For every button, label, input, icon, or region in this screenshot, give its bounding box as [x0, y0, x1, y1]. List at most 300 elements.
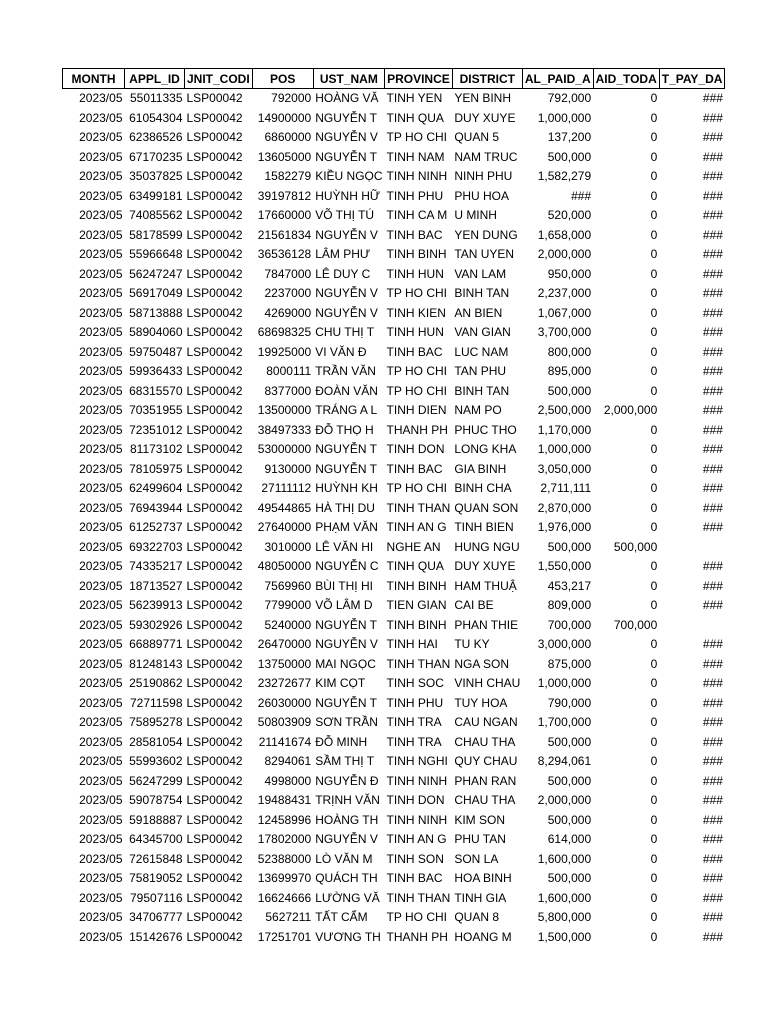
cell-pos[interactable]: 13750000: [257, 656, 312, 671]
cell-cust-name[interactable]: NGUYỄN T: [315, 695, 377, 710]
cell-appl-id[interactable]: 81173102: [130, 442, 183, 456]
cell-district[interactable]: TINH BIEN: [454, 520, 514, 534]
cell-cust-name[interactable]: VÕ THỊ TÚ: [315, 208, 375, 222]
cell-district[interactable]: TUY HOA: [454, 695, 508, 710]
cell-unit-code[interactable]: LSP00042: [186, 793, 243, 807]
cell-total-paid[interactable]: 1,500,000: [537, 929, 592, 944]
cell-unit-code[interactable]: LSP00042: [186, 169, 243, 183]
cell-last-pay-date[interactable]: ###: [702, 442, 723, 456]
cell-unit-code[interactable]: LSP00042: [186, 656, 243, 671]
cell-month[interactable]: 2023/05: [79, 910, 123, 924]
cell-month[interactable]: 2023/05: [79, 91, 123, 105]
cell-last-pay-date[interactable]: ###: [702, 325, 723, 339]
cell-unit-code[interactable]: LSP00042: [186, 325, 243, 339]
cell-paid-today[interactable]: 0: [650, 734, 658, 749]
cell-last-pay-date[interactable]: ###: [702, 598, 723, 612]
cell-paid-today[interactable]: 0: [650, 715, 658, 729]
cell-month[interactable]: 2023/05: [79, 539, 123, 554]
cell-province[interactable]: TINH NAM: [386, 149, 445, 164]
cell-unit-code[interactable]: LSP00042: [186, 676, 243, 690]
cell-total-paid[interactable]: 500,000: [547, 539, 592, 554]
cell-cust-name[interactable]: CHU THỊ T: [315, 325, 375, 339]
cell-province[interactable]: TINH QUA: [386, 110, 444, 125]
cell-province[interactable]: TINH HUN: [386, 325, 444, 339]
cell-appl-id[interactable]: 61054304: [129, 110, 183, 125]
cell-district[interactable]: HUNG NGU: [454, 539, 520, 554]
cell-district[interactable]: PHU TAN: [454, 832, 506, 846]
cell-last-pay-date[interactable]: ###: [702, 188, 723, 203]
cell-appl-id[interactable]: 59302926: [129, 617, 183, 632]
cell-last-pay-date[interactable]: ###: [702, 110, 723, 125]
cell-total-paid[interactable]: 800,000: [547, 344, 592, 359]
cell-month[interactable]: 2023/05: [79, 598, 123, 612]
cell-cust-name[interactable]: TẤT CẨM: [315, 910, 368, 924]
cell-paid-today[interactable]: 500,000: [613, 539, 658, 554]
col-header-last-pay-date[interactable]: T_PAY_DA: [659, 69, 725, 89]
cell-last-pay-date[interactable]: ###: [702, 91, 723, 105]
cell-appl-id[interactable]: 62386526: [129, 130, 183, 144]
cell-unit-code[interactable]: LSP00042: [186, 617, 243, 632]
cell-province[interactable]: TP HO CHI: [386, 383, 447, 398]
cell-pos[interactable]: 38497333: [257, 422, 312, 437]
cell-province[interactable]: THANH PH: [386, 929, 448, 944]
cell-appl-id[interactable]: 72351012: [129, 422, 183, 437]
cell-pos[interactable]: 27111112: [261, 481, 312, 495]
cell-province[interactable]: NGHE AN: [386, 539, 441, 554]
cell-appl-id[interactable]: 56247299: [129, 773, 183, 788]
cell-last-pay-date[interactable]: ###: [702, 910, 723, 924]
cell-last-pay-date[interactable]: ###: [702, 890, 723, 905]
cell-district[interactable]: CHAU THA: [454, 793, 516, 807]
cell-month[interactable]: 2023/05: [79, 617, 123, 632]
cell-unit-code[interactable]: LSP00042: [186, 598, 243, 612]
cell-cust-name[interactable]: NGUYỄN V: [315, 832, 378, 846]
cell-appl-id[interactable]: 69322703: [129, 539, 183, 554]
cell-last-pay-date[interactable]: ###: [702, 208, 723, 222]
cell-cust-name[interactable]: LÂM PHƯ: [315, 247, 371, 261]
cell-pos[interactable]: 36536128: [257, 247, 312, 261]
cell-appl-id[interactable]: 72615848: [129, 851, 183, 866]
col-header-district[interactable]: DISTRICT: [452, 69, 522, 89]
cell-unit-code[interactable]: LSP00042: [186, 871, 243, 885]
cell-appl-id[interactable]: 18713527: [129, 578, 183, 593]
cell-pos[interactable]: 5240000: [264, 617, 312, 632]
cell-pos[interactable]: 21141674: [258, 734, 312, 749]
cell-total-paid[interactable]: 700,000: [547, 617, 592, 632]
cell-total-paid[interactable]: 614,000: [547, 832, 592, 846]
cell-pos[interactable]: 26470000: [257, 637, 312, 651]
cell-last-pay-date[interactable]: ###: [702, 383, 723, 398]
cell-province[interactable]: TINH DON: [386, 793, 445, 807]
cell-province[interactable]: TINH BAC: [386, 344, 443, 359]
cell-paid-today[interactable]: 0: [650, 656, 658, 671]
cell-month[interactable]: 2023/05: [79, 812, 123, 827]
cell-district[interactable]: LUC NAM: [454, 344, 509, 359]
cell-month[interactable]: 2023/05: [79, 656, 123, 671]
cell-paid-today[interactable]: 0: [650, 149, 658, 164]
cell-pos[interactable]: 13699970: [257, 871, 312, 885]
cell-pos[interactable]: 1582279: [264, 169, 312, 183]
cell-appl-id[interactable]: 56239913: [129, 598, 183, 612]
cell-month[interactable]: 2023/05: [79, 110, 123, 125]
cell-total-paid[interactable]: 2,000,000: [537, 247, 592, 261]
cell-province[interactable]: TINH YEN: [386, 91, 443, 105]
cell-pos[interactable]: 9130000: [264, 461, 312, 476]
cell-province[interactable]: TINH THAN: [386, 656, 451, 671]
cell-unit-code[interactable]: LSP00042: [186, 188, 243, 203]
cell-district[interactable]: TU KY: [454, 637, 490, 651]
cell-paid-today[interactable]: 0: [650, 169, 658, 183]
cell-province[interactable]: TINH DON: [386, 442, 445, 456]
cell-appl-id[interactable]: 76943944: [129, 500, 183, 515]
cell-unit-code[interactable]: LSP00042: [186, 344, 243, 359]
cell-cust-name[interactable]: ĐỖ THỌ H: [315, 422, 374, 437]
cell-cust-name[interactable]: QUÁCH TH: [315, 871, 378, 885]
cell-appl-id[interactable]: 35037825: [129, 169, 183, 183]
cell-province[interactable]: TINH BAC: [386, 871, 443, 885]
cell-appl-id[interactable]: 56917049: [129, 286, 183, 300]
cell-province[interactable]: THANH PH: [386, 422, 448, 437]
cell-province[interactable]: TINH PHU: [386, 695, 444, 710]
cell-cust-name[interactable]: NGUYỄN T: [315, 149, 377, 164]
cell-cust-name[interactable]: NGUYỄN V: [315, 305, 378, 320]
cell-last-pay-date[interactable]: ###: [702, 578, 723, 593]
cell-paid-today[interactable]: 0: [650, 832, 658, 846]
cell-appl-id[interactable]: 75895278: [129, 715, 183, 729]
cell-pos[interactable]: 8377000: [264, 383, 312, 398]
cell-total-paid[interactable]: 950,000: [547, 266, 592, 281]
cell-district[interactable]: NINH PHU: [454, 169, 513, 183]
cell-district[interactable]: NGA SON: [454, 656, 509, 671]
cell-last-pay-date[interactable]: ###: [702, 695, 723, 710]
cell-last-pay-date[interactable]: ###: [702, 773, 723, 788]
cell-pos[interactable]: 4269000: [264, 305, 312, 320]
cell-unit-code[interactable]: LSP00042: [186, 695, 243, 710]
cell-district[interactable]: TINH GIA: [454, 890, 507, 905]
cell-province[interactable]: TINH SON: [386, 851, 444, 866]
cell-province[interactable]: TINH SOC: [386, 676, 444, 690]
cell-appl-id[interactable]: 55011335: [130, 91, 183, 105]
cell-cust-name[interactable]: HOÀNG TH: [315, 812, 379, 827]
cell-last-pay-date[interactable]: ###: [702, 422, 723, 437]
cell-appl-id[interactable]: 25190862: [129, 676, 183, 690]
cell-cust-name[interactable]: NGUYỄN Đ: [315, 773, 379, 788]
cell-last-pay-date[interactable]: ###: [702, 169, 723, 183]
cell-district[interactable]: CAU NGAN: [454, 715, 518, 729]
cell-total-paid[interactable]: 500,000: [547, 773, 592, 788]
cell-last-pay-date[interactable]: ###: [702, 715, 723, 729]
cell-total-paid[interactable]: 3,700,000: [537, 325, 592, 339]
cell-unit-code[interactable]: LSP00042: [186, 266, 243, 281]
cell-pos[interactable]: 6860000: [264, 130, 312, 144]
cell-paid-today[interactable]: 0: [650, 929, 658, 944]
cell-pos[interactable]: 14900000: [257, 110, 312, 125]
cell-appl-id[interactable]: 72711598: [130, 695, 183, 710]
cell-pos[interactable]: 13500000: [257, 403, 312, 417]
cell-cust-name[interactable]: ĐOÀN VĂN: [315, 383, 378, 398]
cell-district[interactable]: NAM TRUC: [454, 149, 518, 164]
cell-appl-id[interactable]: 59750487: [129, 344, 183, 359]
cell-appl-id[interactable]: 58178599: [129, 227, 183, 242]
cell-cust-name[interactable]: NGUYỄN T: [315, 110, 377, 125]
cell-district[interactable]: NAM PO: [454, 403, 502, 417]
cell-district[interactable]: YEN DUNG: [454, 227, 518, 242]
cell-district[interactable]: BINH TAN: [454, 286, 510, 300]
cell-pos[interactable]: 13605000: [257, 149, 312, 164]
cell-cust-name[interactable]: BÙI THỊ HI: [315, 578, 373, 593]
cell-last-pay-date[interactable]: ###: [702, 656, 723, 671]
cell-paid-today[interactable]: 0: [650, 461, 658, 476]
cell-total-paid[interactable]: 1,700,000: [537, 715, 592, 729]
cell-last-pay-date[interactable]: ###: [702, 637, 723, 651]
cell-district[interactable]: PHAN THIE: [454, 617, 519, 632]
cell-district[interactable]: HOANG M: [454, 929, 512, 944]
cell-province[interactable]: TIEN GIAN: [386, 598, 447, 612]
cell-total-paid[interactable]: 2,870,000: [537, 500, 592, 515]
cell-pos[interactable]: 23272677: [257, 676, 312, 690]
cell-unit-code[interactable]: LSP00042: [186, 832, 243, 846]
cell-unit-code[interactable]: LSP00042: [186, 305, 243, 320]
cell-appl-id[interactable]: 59188887: [129, 812, 183, 827]
cell-month[interactable]: 2023/05: [79, 188, 123, 203]
cell-district[interactable]: TAN PHU: [454, 364, 507, 378]
cell-paid-today[interactable]: 0: [650, 130, 658, 144]
cell-district[interactable]: DUY XUYE: [454, 110, 516, 125]
cell-province[interactable]: TINH THAN: [386, 890, 451, 905]
cell-appl-id[interactable]: 81248143: [129, 656, 183, 671]
cell-month[interactable]: 2023/05: [79, 149, 123, 164]
cell-paid-today[interactable]: 0: [650, 559, 658, 573]
cell-month[interactable]: 2023/05: [79, 266, 123, 281]
cell-pos[interactable]: 17802000: [257, 832, 312, 846]
cell-total-paid[interactable]: 895,000: [547, 364, 592, 378]
cell-province[interactable]: TINH BINH: [386, 247, 447, 261]
cell-total-paid[interactable]: 8,294,061: [537, 754, 592, 768]
cell-cust-name[interactable]: HÀ THỊ DU: [315, 500, 375, 515]
cell-unit-code[interactable]: LSP00042: [186, 637, 243, 651]
cell-month[interactable]: 2023/05: [79, 344, 123, 359]
cell-province[interactable]: TINH CA M: [386, 208, 448, 222]
cell-province[interactable]: TINH DIEN: [386, 403, 447, 417]
cell-unit-code[interactable]: LSP00042: [186, 247, 243, 261]
cell-last-pay-date[interactable]: ###: [702, 929, 723, 944]
cell-district[interactable]: YEN BINH: [454, 91, 511, 105]
cell-paid-today[interactable]: 0: [650, 91, 658, 105]
cell-unit-code[interactable]: LSP00042: [186, 812, 243, 827]
cell-pos[interactable]: 8294061: [264, 754, 312, 768]
cell-last-pay-date[interactable]: ###: [702, 149, 723, 164]
cell-paid-today[interactable]: 0: [650, 910, 658, 924]
cell-last-pay-date[interactable]: ###: [702, 364, 723, 378]
cell-province[interactable]: TINH HAI: [386, 637, 438, 651]
cell-district[interactable]: QUAN 5: [454, 130, 499, 144]
cell-month[interactable]: 2023/05: [79, 422, 123, 437]
cell-cust-name[interactable]: ĐỖ MINH: [315, 734, 368, 749]
cell-province[interactable]: TINH PHU: [386, 188, 444, 203]
cell-month[interactable]: 2023/05: [79, 734, 123, 749]
cell-month[interactable]: 2023/05: [79, 481, 123, 495]
cell-district[interactable]: VINH CHAU: [454, 676, 521, 690]
cell-unit-code[interactable]: LSP00042: [186, 208, 243, 222]
cell-paid-today[interactable]: 700,000: [613, 617, 658, 632]
cell-unit-code[interactable]: LSP00042: [186, 403, 243, 417]
cell-last-pay-date[interactable]: ###: [702, 559, 723, 573]
cell-paid-today[interactable]: 0: [650, 812, 658, 827]
cell-pos[interactable]: 792000: [271, 91, 312, 105]
cell-cust-name[interactable]: VƯƠNG TH: [315, 929, 381, 944]
cell-district[interactable]: SON LA: [454, 851, 499, 866]
cell-appl-id[interactable]: 75819052: [129, 871, 183, 885]
cell-appl-id[interactable]: 59078754: [129, 793, 183, 807]
cell-last-pay-date[interactable]: ###: [702, 871, 723, 885]
cell-cust-name[interactable]: VI VĂN Đ: [315, 344, 367, 359]
cell-unit-code[interactable]: LSP00042: [186, 754, 243, 768]
cell-total-paid[interactable]: 2,500,000: [537, 403, 592, 417]
cell-unit-code[interactable]: LSP00042: [186, 851, 243, 866]
cell-province[interactable]: TINH HUN: [386, 266, 444, 281]
cell-appl-id[interactable]: 63499181: [129, 188, 183, 203]
cell-appl-id[interactable]: 74085562: [129, 208, 183, 222]
cell-pos[interactable]: 4998000: [264, 773, 312, 788]
cell-cust-name[interactable]: SƠN TRẦN: [315, 715, 378, 729]
cell-appl-id[interactable]: 58713888: [129, 305, 183, 320]
col-header-province[interactable]: PROVINCE: [385, 69, 453, 89]
cell-unit-code[interactable]: LSP00042: [186, 422, 243, 437]
cell-month[interactable]: 2023/05: [79, 364, 123, 378]
cell-district[interactable]: DUY XUYE: [454, 559, 516, 573]
cell-total-paid[interactable]: 3,000,000: [537, 637, 592, 651]
cell-paid-today[interactable]: 0: [650, 305, 658, 320]
cell-total-paid[interactable]: 2,000,000: [537, 793, 592, 807]
cell-province[interactable]: TINH BAC: [386, 227, 443, 242]
cell-cust-name[interactable]: HUỲNH KH: [315, 481, 378, 495]
cell-appl-id[interactable]: 66889771: [129, 637, 183, 651]
cell-cust-name[interactable]: KIỀU NGỌC: [315, 169, 383, 183]
cell-total-paid[interactable]: 809,000: [547, 598, 592, 612]
cell-unit-code[interactable]: LSP00042: [186, 286, 243, 300]
cell-pos[interactable]: 21561834: [257, 227, 312, 242]
cell-month[interactable]: 2023/05: [79, 578, 123, 593]
cell-district[interactable]: QUAN 8: [454, 910, 499, 924]
cell-paid-today[interactable]: 0: [650, 344, 658, 359]
cell-total-paid[interactable]: 500,000: [547, 812, 592, 827]
cell-cust-name[interactable]: NGUYỄN V: [315, 130, 378, 144]
cell-cust-name[interactable]: NGUYỄN V: [315, 637, 378, 651]
cell-paid-today[interactable]: 0: [650, 325, 658, 339]
cell-district[interactable]: LONG KHA: [454, 442, 517, 456]
cell-paid-today[interactable]: 0: [650, 773, 658, 788]
cell-total-paid[interactable]: ###: [571, 188, 592, 203]
cell-province[interactable]: TINH BINH: [386, 578, 447, 593]
cell-total-paid[interactable]: 2,237,000: [537, 286, 592, 300]
cell-province[interactable]: TINH QUA: [386, 559, 444, 573]
cell-last-pay-date[interactable]: ###: [702, 832, 723, 846]
cell-cust-name[interactable]: LÒ VĂN M: [315, 851, 373, 866]
cell-district[interactable]: PHU HOA: [454, 188, 509, 203]
cell-month[interactable]: 2023/05: [79, 559, 123, 573]
cell-province[interactable]: TINH NINH: [386, 773, 448, 788]
cell-paid-today[interactable]: 0: [650, 442, 658, 456]
cell-unit-code[interactable]: LSP00042: [186, 929, 243, 944]
cell-province[interactable]: TP HO CHI: [386, 481, 447, 495]
cell-province[interactable]: TINH AN G: [386, 520, 447, 534]
cell-paid-today[interactable]: 0: [650, 364, 658, 378]
cell-total-paid[interactable]: 500,000: [547, 871, 592, 885]
cell-district[interactable]: VAN GIAN: [454, 325, 511, 339]
cell-appl-id[interactable]: 28581054: [129, 734, 183, 749]
cell-paid-today[interactable]: 0: [650, 110, 658, 125]
col-header-cust-name[interactable]: UST_NAM: [313, 69, 384, 89]
cell-pos[interactable]: 49544865: [257, 500, 312, 515]
cell-cust-name[interactable]: KIM CỌT: [315, 676, 366, 690]
cell-last-pay-date[interactable]: [659, 538, 725, 558]
cell-cust-name[interactable]: PHẠM VĂN: [315, 520, 378, 534]
cell-appl-id[interactable]: 34706777: [129, 910, 183, 924]
cell-cust-name[interactable]: NGUYỄN V: [315, 227, 378, 242]
cell-unit-code[interactable]: LSP00042: [186, 481, 243, 495]
cell-last-pay-date[interactable]: ###: [702, 793, 723, 807]
cell-appl-id[interactable]: 70351955: [129, 403, 183, 417]
cell-unit-code[interactable]: LSP00042: [186, 890, 243, 905]
cell-total-paid[interactable]: 1,600,000: [537, 851, 592, 866]
cell-district[interactable]: PHAN RAN: [454, 773, 517, 788]
cell-unit-code[interactable]: LSP00042: [186, 364, 243, 378]
cell-last-pay-date[interactable]: ###: [702, 754, 723, 768]
cell-district[interactable]: CHAU THA: [454, 734, 516, 749]
cell-pos[interactable]: 7799000: [264, 598, 312, 612]
cell-month[interactable]: 2023/05: [79, 754, 123, 768]
cell-total-paid[interactable]: 500,000: [547, 734, 592, 749]
cell-appl-id[interactable]: 78105975: [129, 461, 183, 476]
cell-total-paid[interactable]: 500,000: [547, 149, 592, 164]
cell-last-pay-date[interactable]: ###: [702, 403, 723, 417]
cell-province[interactable]: TINH BAC: [386, 461, 443, 476]
cell-pos[interactable]: 17660000: [257, 208, 312, 222]
cell-pos[interactable]: 19488431: [257, 793, 312, 807]
cell-last-pay-date[interactable]: ###: [702, 461, 723, 476]
cell-last-pay-date[interactable]: ###: [702, 247, 723, 261]
cell-paid-today[interactable]: 0: [650, 871, 658, 885]
cell-unit-code[interactable]: LSP00042: [186, 578, 243, 593]
col-header-unit-code[interactable]: JNIT_CODI: [185, 69, 253, 89]
cell-month[interactable]: 2023/05: [79, 325, 123, 339]
cell-paid-today[interactable]: 0: [650, 422, 658, 437]
cell-paid-today[interactable]: 0: [650, 598, 658, 612]
cell-province[interactable]: TINH BINH: [386, 617, 447, 632]
cell-pos[interactable]: 2237000: [264, 286, 312, 300]
cell-pos[interactable]: 48050000: [257, 559, 312, 573]
cell-district[interactable]: TAN UYEN: [454, 247, 515, 261]
cell-paid-today[interactable]: 0: [650, 754, 658, 768]
cell-district[interactable]: AN BIEN: [454, 305, 503, 320]
cell-unit-code[interactable]: LSP00042: [186, 149, 243, 164]
cell-unit-code[interactable]: LSP00042: [186, 715, 243, 729]
cell-province[interactable]: TP HO CHI: [386, 910, 447, 924]
cell-province[interactable]: TINH NINH: [386, 812, 448, 827]
cell-unit-code[interactable]: LSP00042: [186, 559, 243, 573]
cell-total-paid[interactable]: 1,976,000: [537, 520, 592, 534]
col-header-appl-id[interactable]: APPL_ID: [125, 69, 185, 89]
cell-paid-today[interactable]: 0: [650, 481, 658, 495]
cell-month[interactable]: 2023/05: [79, 929, 123, 944]
cell-last-pay-date[interactable]: ###: [702, 851, 723, 866]
cell-unit-code[interactable]: LSP00042: [186, 110, 243, 125]
cell-cust-name[interactable]: TRỊNH VĂN: [315, 793, 380, 807]
cell-paid-today[interactable]: 0: [650, 286, 658, 300]
cell-appl-id[interactable]: 64345700: [129, 832, 183, 846]
cell-total-paid[interactable]: 2,711,111: [540, 481, 592, 495]
cell-province[interactable]: TINH TRA: [386, 734, 442, 749]
